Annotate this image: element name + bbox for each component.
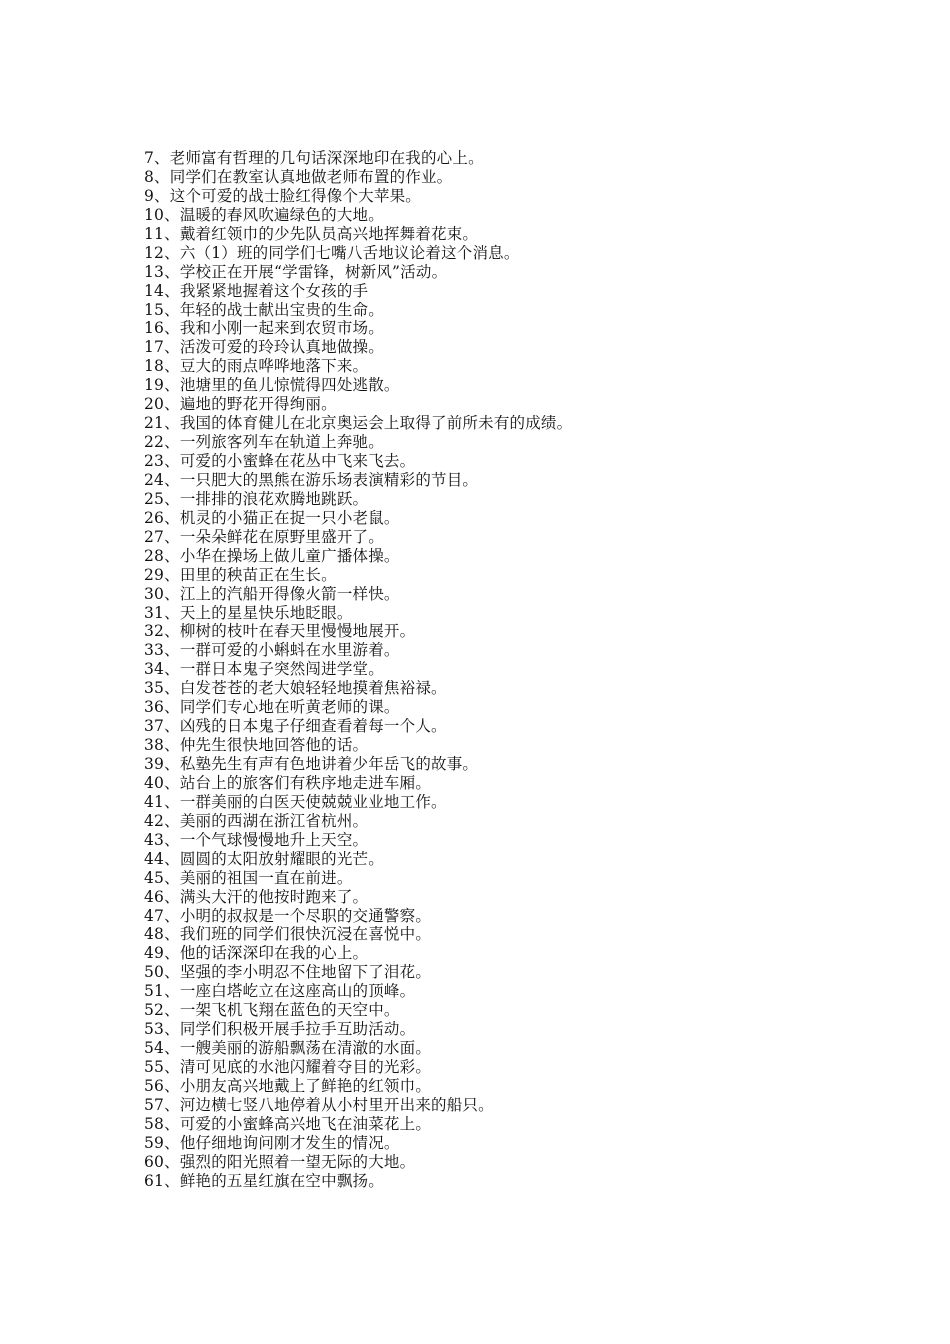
sentence-line: 22、一列旅客列车在轨道上奔驰。 (144, 433, 384, 452)
sentence-line: 9、这个可爱的战士脸红得像个大苹果。 (144, 186, 421, 205)
sentence-line: 16、我和小刚一起来到农贸市场。 (144, 319, 384, 338)
sentence-line: 34、一群日本鬼子突然闯进学堂。 (144, 660, 384, 679)
sentence-line: 49、他的话深深印在我的心上。 (144, 944, 369, 963)
sentence-line: 48、我们班的同学们很快沉浸在喜悦中。 (144, 925, 432, 944)
sentence-line: 31、天上的星星快乐地眨眼。 (144, 603, 353, 622)
sentence-line: 52、一架飞机飞翔在蓝色的天空中。 (144, 1001, 400, 1020)
sentence-line: 27、一朵朵鲜花在原野里盛开了。 (144, 527, 384, 546)
sentence-line: 36、同学们专心地在听黄老师的课。 (144, 698, 400, 717)
sentence-line: 38、仲先生很快地回答他的话。 (144, 736, 369, 755)
sentence-line: 53、同学们积极开展手拉手互助活动。 (144, 1020, 416, 1039)
sentence-line: 50、坚强的李小明忍不住地留下了泪花。 (144, 963, 432, 982)
sentence-line: 40、站台上的旅客们有秩序地走进车厢。 (144, 773, 432, 792)
sentence-line: 46、满头大汗的他按时跑来了。 (144, 887, 369, 906)
sentence-line: 44、圆圆的太阳放射耀眼的光芒。 (144, 849, 384, 868)
sentence-line: 41、一群美丽的白医天使兢兢业业地工作。 (144, 792, 447, 811)
sentence-line: 13、学校正在开展“学雷锋，树新风”活动。 (144, 262, 448, 281)
sentence-line: 26、机灵的小猫正在捉一只小老鼠。 (144, 508, 400, 527)
sentence-line: 21、我国的体育健儿在北京奥运会上取得了前所未有的成绩。 (144, 414, 573, 433)
sentence-line: 32、柳树的枝叶在春天里慢慢地展开。 (144, 622, 416, 641)
sentence-line: 19、池塘里的鱼儿惊慌得四处逃散。 (144, 376, 400, 395)
sentence-line: 57、河边横七竖八地停着从小村里开出来的船只。 (144, 1095, 494, 1114)
sentence-line: 61、鲜艳的五星红旗在空中飘扬。 (144, 1171, 384, 1190)
sentence-line: 10、温暖的春风吹遍绿色的大地。 (144, 205, 384, 224)
sentence-line: 55、清可见底的水池闪耀着夺目的光彩。 (144, 1058, 432, 1076)
sentence-line: 59、他仔细地询问刚才发生的情况。 (144, 1133, 400, 1152)
sentence-line: 35、白发苍苍的老大娘轻轻地摸着焦裕禄。 (144, 679, 447, 698)
sentence-line: 28、小华在操场上做儿童广播体操。 (144, 546, 400, 565)
sentence-line: 7、老师富有哲理的几句话深深地印在我的心上。 (144, 149, 484, 167)
sentence-line: 29、田里的秧苗正在生长。 (144, 565, 337, 584)
sentence-line: 11、戴着红领巾的少先队员高兴地挥舞着花束。 (144, 224, 479, 243)
sentence-line: 37、凶残的日本鬼子仔细查看着每一个人。 (144, 717, 447, 736)
sentence-line: 51、一座白塔屹立在这座高山的顶峰。 (144, 982, 416, 1001)
sentence-line: 20、遍地的野花开得绚丽。 (144, 395, 337, 414)
sentence-line: 39、私塾先生有声有色地讲着少年岳飞的故事。 (144, 755, 479, 773)
sentence-line: 45、美丽的祖国一直在前进。 (144, 868, 353, 887)
sentence-line: 30、江上的汽船开得像火箭一样快。 (144, 584, 400, 603)
sentence-line: 43、一个气球慢慢地升上天空。 (144, 830, 369, 849)
sentence-line: 60、强烈的阳光照着一望无际的大地。 (144, 1152, 416, 1171)
sentence-line: 25、一排排的浪花欢腾地跳跃。 (144, 489, 369, 508)
sentence-line: 15、年轻的战士献出宝贵的生命。 (144, 300, 384, 319)
sentence-line: 12、六（1）班的同学们七嘴八舌地议论着这个消息。 (144, 243, 520, 262)
sentence-list (144, 149, 864, 1191)
sentence-line: 8、同学们在教室认真地做老师布置的作业。 (144, 167, 453, 186)
sentence-line: 42、美丽的西湖在浙江省杭州。 (144, 811, 369, 830)
sentence-line: 54、一艘美丽的游船飘荡在清澈的水面。 (144, 1039, 432, 1058)
sentence-line: 47、小明的叔叔是一个尽职的交通警察。 (144, 906, 432, 925)
sentence-line: 23、可爱的小蜜蜂在花丛中飞来飞去。 (144, 452, 416, 470)
sentence-line: 18、豆大的雨点哗哗地落下来。 (144, 357, 369, 376)
sentence-line: 33、一群可爱的小蝌蚪在水里游着。 (144, 641, 400, 660)
sentence-line: 24、一只肥大的黑熊在游乐场表演精彩的节目。 (144, 470, 479, 489)
sentence-line: 58、可爱的小蜜蜂高兴地飞在油菜花上。 (144, 1114, 432, 1133)
sentence-line: 56、小朋友高兴地戴上了鲜艳的红领巾。 (144, 1076, 432, 1095)
sentence-line: 14、我紧紧地握着这个女孩的手 (144, 281, 369, 300)
sentence-line: 17、活泼可爱的玲玲认真地做操。 (144, 338, 384, 357)
